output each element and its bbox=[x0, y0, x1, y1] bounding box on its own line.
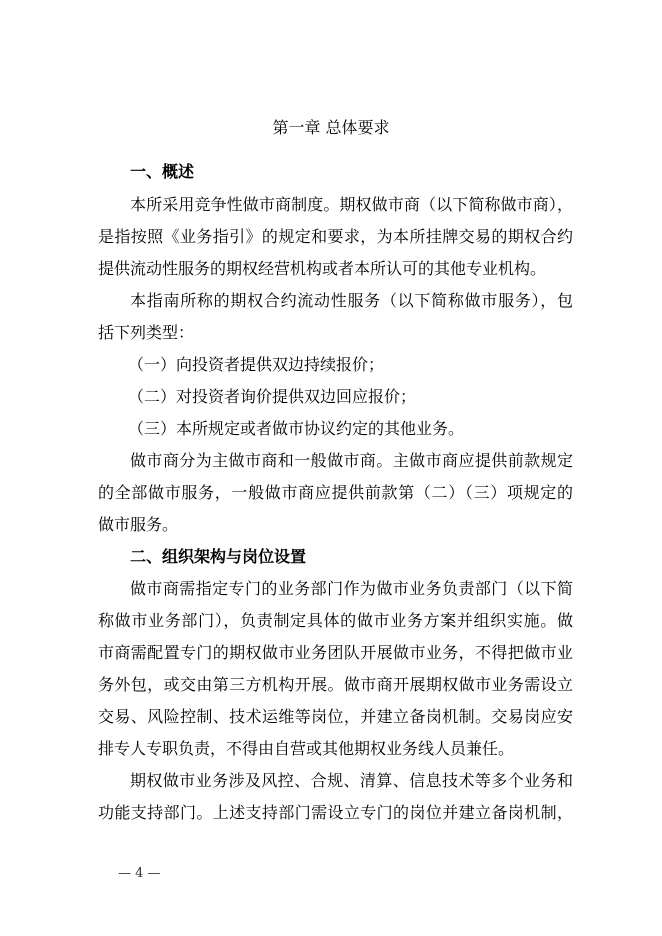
paragraph-line: 本指南所称的期权合约流动性服务（以下简称做市服务），包 bbox=[130, 291, 573, 310]
paragraph-line: 做市服务。 bbox=[98, 515, 179, 534]
paragraph-line: 称做市业务部门），负责制定具体的做市业务方案并组织实施。做 bbox=[98, 611, 573, 630]
section-heading-overview: 一、概述 bbox=[130, 162, 195, 181]
paragraph-line: 交易、风险控制、技术运维等岗位，并建立备岗机制。交易岗应安 bbox=[98, 707, 573, 726]
paragraph-line: 做市商分为主做市商和一般做市商。主做市商应提供前款规定 bbox=[130, 451, 573, 470]
paragraph-line: 期权做市业务涉及风控、合规、清算、信息技术等多个业务和 bbox=[130, 771, 573, 790]
section-heading-organization: 二、组织架构与岗位设置 bbox=[130, 547, 307, 566]
paragraph-line: 括下列类型： bbox=[98, 323, 195, 342]
paragraph-line: 务外包，或交由第三方机构开展。做市商开展期权做市业务需设立 bbox=[98, 675, 573, 694]
paragraph-line: 排专人专职负责，不得由自营或其他期权业务线人员兼任。 bbox=[98, 739, 515, 758]
list-item: （二）对投资者询价提供双边回应报价； bbox=[128, 387, 417, 406]
paragraph-line: 的全部做市服务，一般做市商应提供前款第（二）（三）项规定的 bbox=[98, 483, 573, 502]
paragraph-line: 市商需配置专门的期权做市业务团队开展做市业务，不得把做市业 bbox=[98, 643, 573, 662]
list-item: （一）向投资者提供双边持续报价； bbox=[128, 355, 385, 374]
page-number: — 4 — bbox=[118, 866, 161, 881]
paragraph-line: 功能支持部门。上述支持部门需设立专门的岗位并建立备岗机制， bbox=[98, 803, 573, 822]
chapter-title: 第一章 总体要求 bbox=[272, 118, 390, 137]
paragraph-line: 是指按照《业务指引》的规定和要求，为本所挂牌交易的期权合约 bbox=[98, 227, 573, 246]
paragraph-line: 提供流动性服务的期权经营机构或者本所认可的其他专业机构。 bbox=[98, 259, 547, 278]
list-item: （三）本所规定或者做市协议约定的其他业务。 bbox=[128, 419, 465, 438]
paragraph-line: 本所采用竞争性做市商制度。期权做市商（以下简称做市商）， bbox=[130, 195, 573, 214]
paragraph-line: 做市商需指定专门的业务部门作为做市业务负责部门（以下简 bbox=[130, 579, 573, 598]
